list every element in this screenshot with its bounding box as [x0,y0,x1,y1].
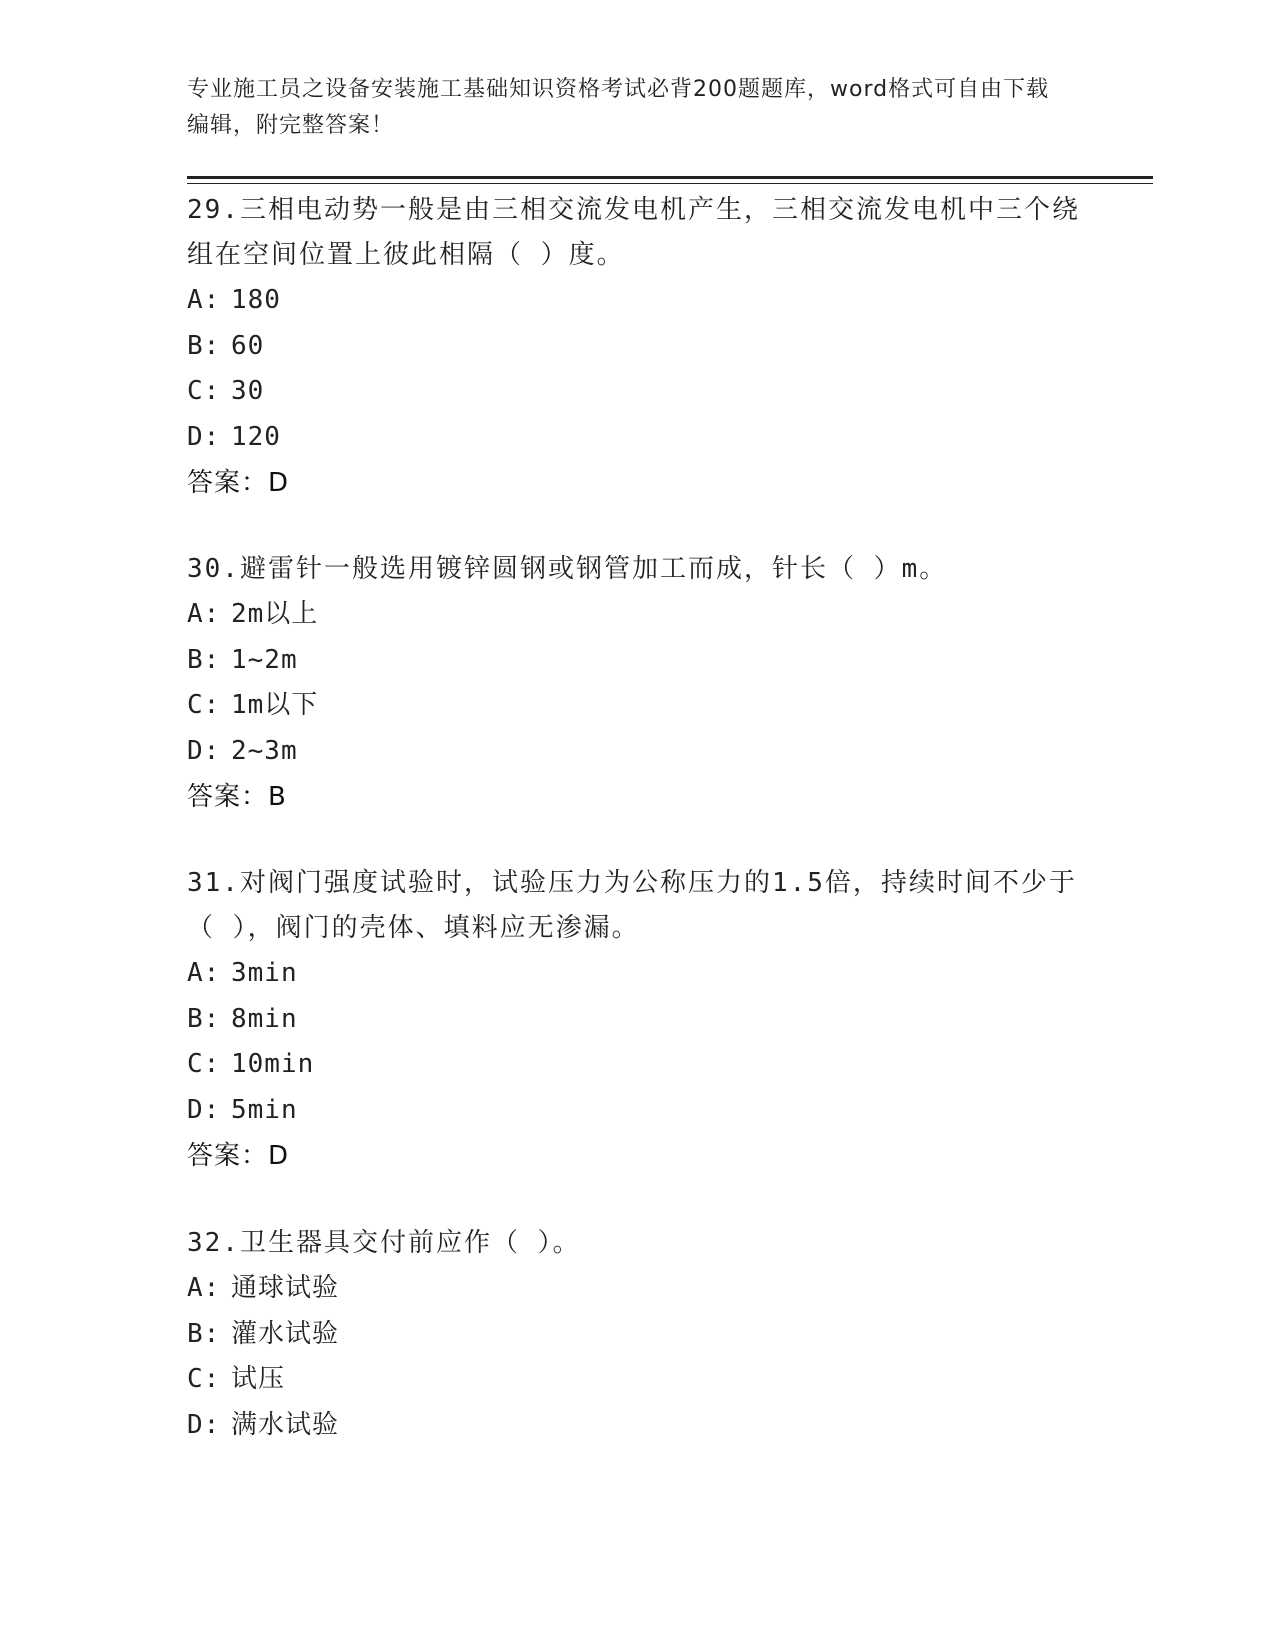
option-b [187,1312,1087,1358]
option-d [187,729,1087,775]
answer-line: 答案：D [187,1141,290,1171]
option-letter: B: [187,1318,221,1349]
question-29 [187,188,1087,506]
option-a [187,278,1087,324]
option-a [187,951,1087,997]
question-32 [187,1221,1087,1448]
option-text: 3min [231,958,298,988]
option-a [187,1266,1087,1312]
option-text: 180 [231,285,281,315]
option-text: 灌水试验 [231,1318,340,1349]
question-stem: 31.对阀门强度试验时，试验压力为公称压力的1.5倍，持续时间不少于（ ），阀门的壳体、填料应无渗漏。 [187,868,1077,943]
question-stem: 30.避雷针一般选用镀锌圆钢或钢管加工而成，针长（ ）m。 [187,554,948,584]
question-stem: 29.三相电动势一般是由三相交流发电机产生，三相交流发电机中三个绕组在空间位置上彼此相隔（ ）度。 [187,195,1080,270]
answer-line: 答案：D [187,468,290,498]
option-text: 2m以上 [231,599,319,629]
question-30 [187,547,1087,820]
option-text: 试压 [231,1364,286,1394]
option-d [187,415,1087,461]
option-text: 满水试验 [231,1409,340,1440]
option-letter: C: [187,690,221,720]
option-letter: B: [187,644,221,675]
option-text: 通球试验 [231,1273,340,1303]
option-text: 60 [231,330,265,361]
option-text: 2~3m [231,735,298,766]
option-letter: B: [187,1003,221,1034]
option-text: 1m以下 [231,690,319,720]
option-d [187,1088,1087,1134]
option-letter: D: [187,1409,221,1440]
option-d [187,1403,1087,1449]
header-divider-thick [187,176,1153,179]
option-letter: D: [187,1094,221,1125]
option-letter: A: [187,599,221,629]
option-b [187,638,1087,684]
option-text: 8min [231,1003,298,1034]
option-a [187,592,1087,638]
option-text: 1~2m [231,644,298,675]
option-c [187,1042,1087,1088]
option-letter: B: [187,330,221,361]
option-text: 10min [231,1049,315,1079]
option-letter: C: [187,1049,221,1079]
option-letter: D: [187,421,221,452]
option-b [187,324,1087,370]
option-letter: D: [187,735,221,766]
option-letter: C: [187,1364,221,1394]
option-c [187,683,1087,729]
option-text: 30 [231,376,265,406]
answer-line: 答案：B [187,782,287,812]
option-letter: A: [187,1273,221,1303]
question-stem: 32.卫生器具交付前应作（ ）。 [187,1228,581,1258]
option-letter: C: [187,376,221,406]
option-c [187,1357,1087,1403]
document-header: 专业施工员之设备安装施工基础知识资格考试必背200题题库，word格式可自由下载编辑，附完整答案！ [187,77,1050,138]
option-letter: A: [187,285,221,315]
option-c [187,369,1087,415]
question-31 [187,861,1087,1179]
header-divider-thin [187,183,1153,184]
option-b [187,997,1087,1043]
option-letter: A: [187,958,221,988]
option-text: 120 [231,421,281,452]
option-text: 5min [231,1094,298,1125]
